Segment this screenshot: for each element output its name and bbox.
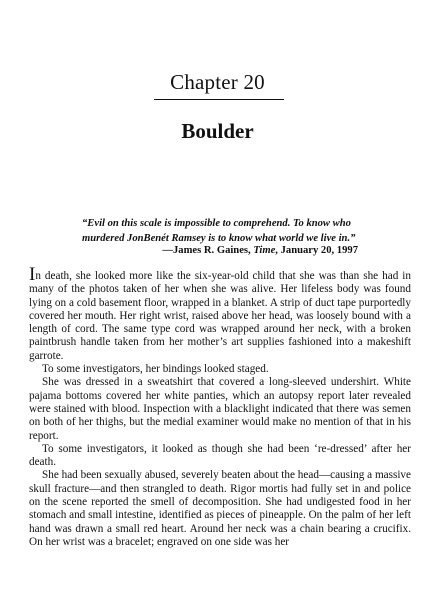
body-text xyxy=(29,264,411,549)
chapter-divider xyxy=(154,99,284,100)
paragraph-4: To some investigators, it looked as though she had been ‘re-dressed’ after her death. xyxy=(29,442,411,469)
paragraph-1 xyxy=(29,264,411,363)
paragraph-3: She was dressed in a sweatshirt that covered a long-sleeved undershirt. White pajama bottoms covered her white panties, which an autopsy report later revealed were stained with blood. Inspection with a blacklight indicated that there was semen on both of her thighs, but the medial examiner would make no mention of that in his report. xyxy=(29,376,411,442)
drop-cap: I xyxy=(29,264,36,285)
paragraph-1-text: n death, she looked more like the six-year-old child that she was than she had in many of the photos taken of her when she was alive. Her lifeless body was found lying on a cold basement floor, wrapped in a blanket. A strip of duct tape purportedly covered her mouth. Her right wrist, raised above her head, was loosely bound with a length of cord. The same type cord was wrapped around her neck, with a broken paintbrush handle taken from her mother’s art supplies fashioned into a makeshift garrote. xyxy=(29,270,411,362)
attribution-author: —James R. Gaines, xyxy=(162,245,254,256)
attribution-date: , January 20, 1997 xyxy=(275,245,358,256)
epigraph-quote: “Evil on this scale is impossible to comprehend. To know who murdered JonBenét Ramsey is to know what world we live in.” xyxy=(82,218,356,244)
chapter-number: Chapter 20 xyxy=(170,70,265,94)
attribution-source: Time xyxy=(253,245,276,256)
epigraph-attribution xyxy=(150,245,358,256)
paragraph-2: To some investigators, her bindings looked staged. xyxy=(42,363,269,376)
chapter-title: Boulder xyxy=(181,119,254,143)
paragraph-5: She had been sexually abused, severely beaten about the head—causing a massive skull fracture—and then strangled to death. Rigor mortis had fully set in and police on the scene reported the smell of decomposition. She had undigested food in her stomach and small intestine, identified as pieces of pineapple. On the palm of her left hand was drawn a small red heart. Around her neck was a chain bearing a crucifix. On her wrist was a bracelet; engraved on one side was her xyxy=(29,469,411,548)
